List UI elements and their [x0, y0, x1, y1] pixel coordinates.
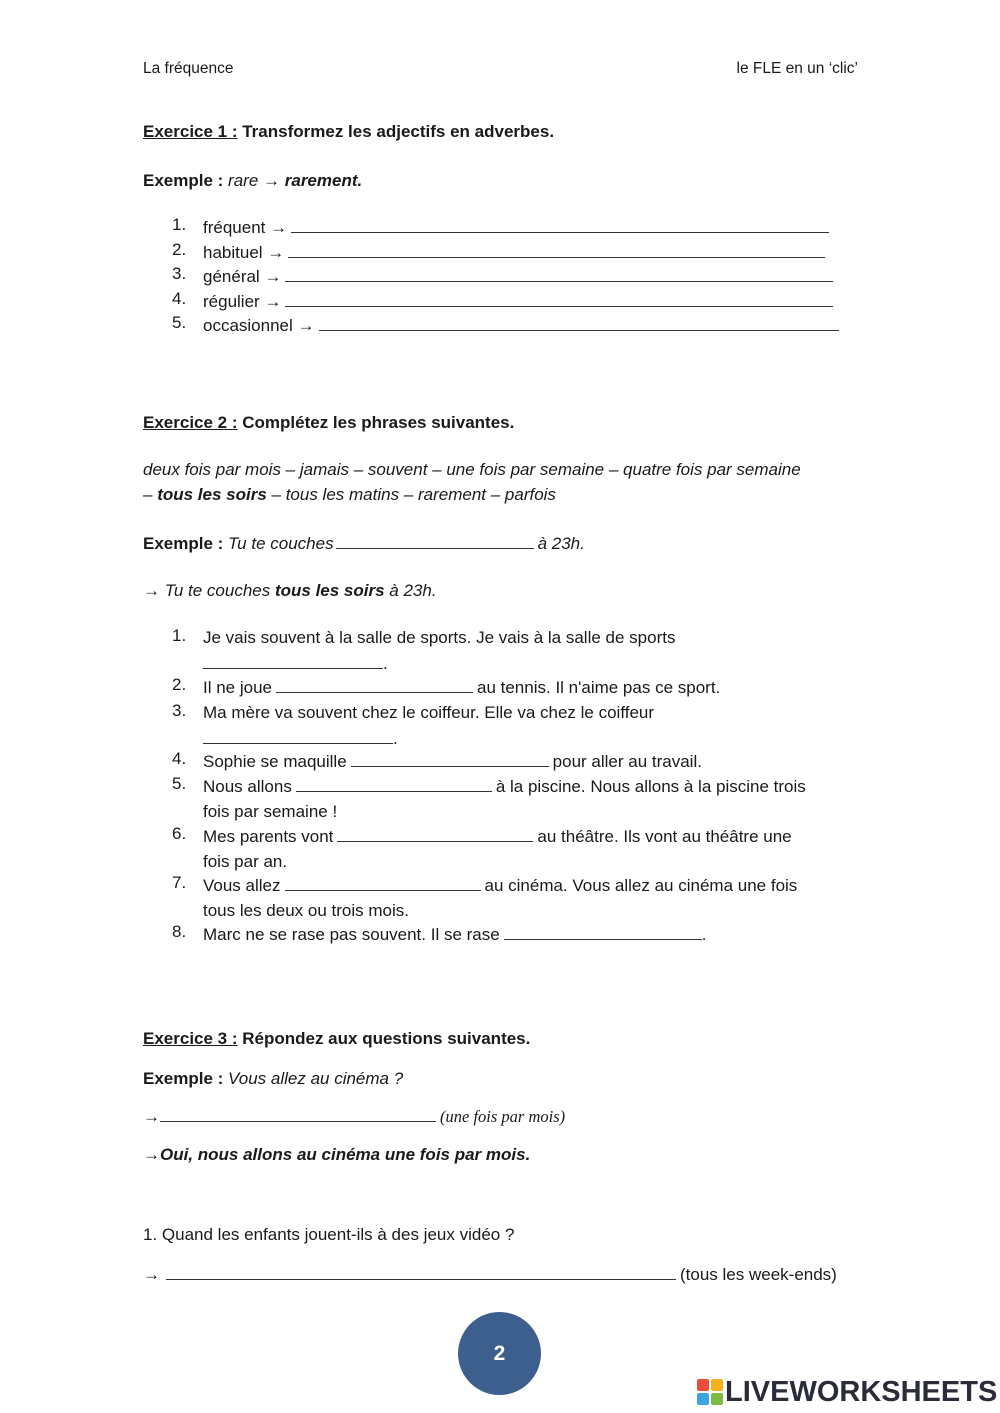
- brand-logo: [697, 1374, 997, 1410]
- ex3-question-1: 1. Quand les enfants jouent-ils à des jeux vidéo ?: [143, 1225, 515, 1244]
- item-word-text: régulier →: [203, 292, 282, 311]
- item-number: 3.: [172, 264, 187, 283]
- answer-blank[interactable]: [504, 922, 702, 940]
- example-blank: [160, 1104, 436, 1122]
- brand-name: LIVEWORKSHEETS: [725, 1376, 998, 1408]
- wordbank-rest: – tous les matins – rarement – parfois: [266, 485, 556, 504]
- item-word-text: habituel →: [203, 243, 285, 262]
- item-line1: [203, 774, 853, 800]
- item-number: 7.: [172, 873, 187, 892]
- item-word-text: général →: [203, 267, 282, 286]
- answer-blank[interactable]: [291, 215, 829, 233]
- ex3-example-label: Exemple :: [143, 1069, 224, 1088]
- item-text-a: Mes parents vont: [203, 827, 334, 846]
- item-text-a: Marc ne se rase pas souvent. Il se rase: [203, 925, 500, 944]
- answer-blank[interactable]: [285, 873, 481, 891]
- ex3-answer-line-1: [143, 1262, 858, 1287]
- answer-a: → Tu te couches: [143, 581, 275, 600]
- item-text-b: .: [393, 728, 398, 748]
- ex1-heading: [143, 119, 858, 144]
- ex3-example: [143, 1066, 858, 1091]
- ex1-example: [143, 168, 858, 193]
- logo-tile: [697, 1393, 709, 1405]
- item-number: 4.: [172, 289, 187, 308]
- item-number: 3.: [172, 701, 187, 720]
- item-text-a: Ma mère va souvent chez le coiffeur. Elle va chez le coiffeur: [203, 703, 655, 722]
- item-text-b: à la piscine. Nous allons à la piscine trois: [495, 777, 806, 796]
- ex3-example-blank-line: [143, 1104, 858, 1129]
- item-word: [203, 289, 837, 315]
- item-text: [203, 675, 720, 701]
- ex3-example-answer: [143, 1142, 858, 1167]
- item-text: [203, 873, 853, 923]
- answer-blank[interactable]: [351, 749, 549, 767]
- logo-tile: [711, 1393, 723, 1405]
- page-number-badge: [458, 1312, 541, 1395]
- item-number: 1.: [172, 215, 187, 234]
- item-number: 5.: [172, 313, 187, 332]
- item-word: [203, 313, 843, 339]
- item-text: [203, 922, 706, 948]
- item-text-a: Sophie se maquille: [203, 752, 347, 771]
- item-text-a: Je vais souvent à la salle de sports. Je vais à la salle de sports: [203, 628, 676, 647]
- answer-c: à 23h.: [384, 581, 437, 600]
- item-word-text: occasionnel →: [203, 316, 315, 335]
- ex1-example-label: Exemple :: [143, 171, 224, 190]
- ex2-example-label: Exemple :: [143, 534, 224, 553]
- ex1-label: Exercice 1 :: [143, 122, 238, 141]
- item-text-b: .: [701, 925, 707, 944]
- item-number: 4.: [172, 749, 187, 768]
- item-line2: [203, 651, 853, 677]
- liveworksheets-icon: [697, 1379, 723, 1405]
- header-left: La fréquence: [143, 60, 234, 77]
- item-number: 8.: [172, 922, 187, 941]
- item-number: 6.: [172, 824, 187, 843]
- item-text-b: au tennis. Il n'aime pas ce sport.: [477, 678, 721, 697]
- item-text: [203, 626, 853, 676]
- answer-blank[interactable]: [296, 774, 492, 792]
- ex2-example-b: à 23h.: [537, 534, 585, 553]
- item-text-a: Il ne joue: [203, 678, 272, 697]
- item-word: [203, 264, 837, 290]
- arrow: →: [143, 1265, 160, 1284]
- ex2-wordbank-line2: [143, 482, 858, 507]
- ex2-heading: [143, 410, 858, 435]
- item-text-a: Vous allez: [203, 876, 281, 895]
- ex2-example-answer: [143, 578, 858, 603]
- logo-tile: [711, 1379, 723, 1391]
- item-number: 2.: [172, 675, 187, 694]
- ex2-example: [143, 531, 858, 556]
- answer-blank[interactable]: [166, 1262, 676, 1280]
- answer-blank[interactable]: [203, 651, 383, 669]
- item-line1: [203, 824, 853, 850]
- item-text-b: pour aller au travail.: [552, 752, 702, 771]
- item-text: [203, 701, 853, 751]
- ex1-example-text: rare →: [228, 171, 281, 190]
- logo-tile: [697, 1379, 709, 1391]
- ex3-heading: [143, 1026, 858, 1051]
- ex1-example-answer: rarement.: [284, 171, 363, 190]
- answer-blank[interactable]: [288, 240, 825, 258]
- ex2-wordbank-line1: deux fois par mois – jamais – souvent – une fois par semaine – quatre fois par semaine: [143, 460, 801, 479]
- item-text-a: Nous allons: [203, 777, 292, 796]
- item-word: [203, 240, 829, 266]
- answer-blank[interactable]: [203, 726, 393, 744]
- answer-blank[interactable]: [319, 313, 839, 331]
- ex3-hint: (une fois par mois): [440, 1107, 566, 1126]
- answer-blank[interactable]: [285, 289, 833, 307]
- item-text-b: au cinéma. Vous allez au cinéma une fois: [484, 876, 798, 895]
- item-number: 5.: [172, 774, 187, 793]
- item-line2: [203, 726, 853, 752]
- ex1-instruction: Transformez les adjectifs en adverbes.: [237, 122, 555, 141]
- ex3-example-question: Vous allez au cinéma ?: [228, 1069, 404, 1088]
- ex2-label: Exercice 2 :: [143, 413, 238, 432]
- example-blank: [336, 531, 534, 549]
- item-word: [203, 215, 833, 241]
- item-text-c: fois par semaine !: [203, 801, 338, 821]
- item-text-c: fois par an.: [203, 851, 288, 871]
- answer-blank[interactable]: [285, 264, 833, 282]
- page-number: 2: [493, 1341, 506, 1365]
- ex3-q1-hint: (tous les week-ends): [680, 1265, 837, 1284]
- item-text-b: .: [383, 653, 388, 673]
- answer-b: tous les soirs: [274, 581, 385, 600]
- arrow: →: [143, 1145, 160, 1164]
- arrow: →: [143, 1107, 160, 1126]
- ex3-label: Exercice 3 :: [143, 1029, 238, 1048]
- ex3-instruction: Répondez aux questions suivantes.: [237, 1029, 531, 1048]
- item-text-c: tous les deux ou trois mois.: [203, 900, 409, 920]
- item-text: [203, 749, 702, 775]
- ex2-example-a: Tu te couches: [228, 534, 334, 553]
- item-text: [203, 824, 853, 874]
- header-right: le FLE en un ‘clic’: [736, 60, 858, 77]
- item-number: 1.: [172, 626, 187, 645]
- item-number: 2.: [172, 240, 187, 259]
- ex2-instruction: Complétez les phrases suivantes.: [237, 413, 515, 432]
- item-text-b: au théâtre. Ils vont au théâtre une: [537, 827, 792, 846]
- item-word-text: fréquent →: [203, 218, 288, 237]
- item-text: [203, 774, 853, 824]
- item-line1: [203, 873, 853, 899]
- wordbank-dash: –: [143, 485, 158, 504]
- answer-blank[interactable]: [337, 824, 533, 842]
- wordbank-bold: tous les soirs: [157, 485, 267, 504]
- ex3-answer: Oui, nous allons au cinéma une fois par mois.: [160, 1145, 531, 1164]
- answer-blank[interactable]: [276, 675, 473, 693]
